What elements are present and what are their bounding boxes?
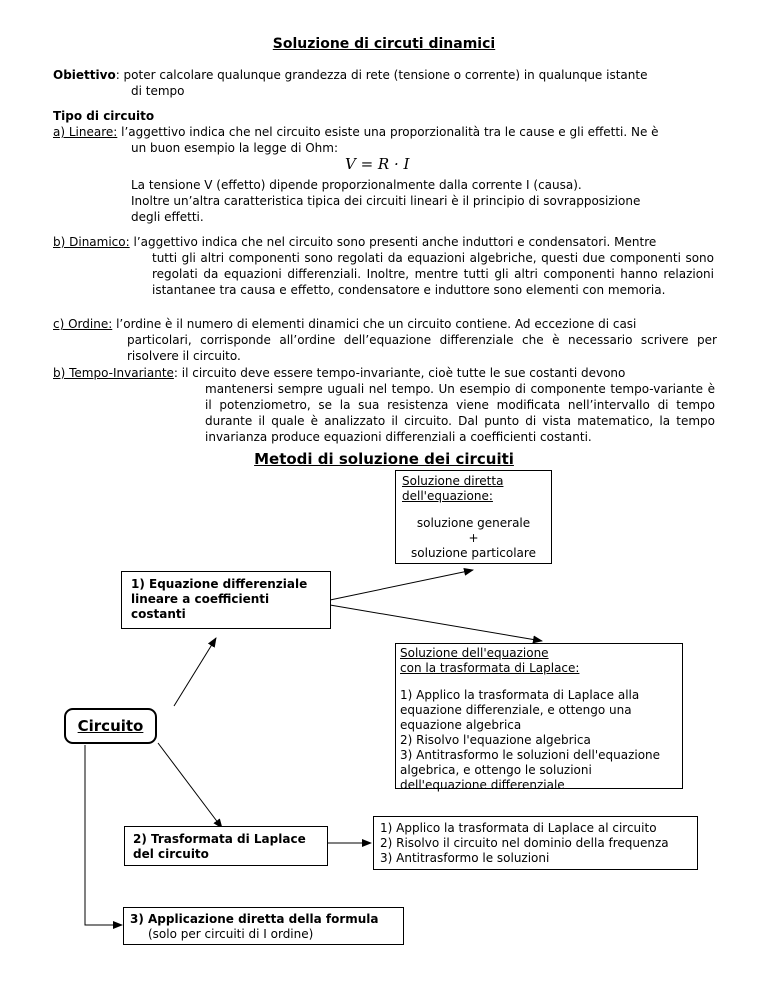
linear-after2: Inoltre un’altra caratteristica tipica dei circuiti lineari è il principio di sovrapposizione <box>131 194 641 208</box>
arrow-circuit-to-method1 <box>174 638 216 706</box>
circuit-type-heading: Tipo di circuito <box>53 109 155 123</box>
laplace-equation-box <box>395 643 683 792</box>
direct-solution-box <box>395 470 552 564</box>
ohm-formula: V = R · I <box>345 155 410 173</box>
time-invariant-rest: mantenersi sempre uguali nel tempo. Un esempio di componente tempo-variante è il potenziometro, se la sua resistenza viene modificata nell’intervallo di tempo durante il quale è analizzato il circuito. Dal punto di vista matematico, la tempo invarianza produce equazioni differenziali a coefficienti costanti. <box>205 382 715 444</box>
method3-box <box>123 907 404 945</box>
direct-solution-heading: Soluzione diretta dell'equazione: <box>402 474 504 503</box>
time-invariant-text: : il circuito deve essere tempo-invariante, cioè tutte le sue costanti devono <box>173 366 626 380</box>
order-rest: particolari, corrisponde all’ordine dell’equazione differenziale che è necessario scrivere per risolvere il circuito. <box>127 333 717 363</box>
method3-title: 3) Applicazione diretta della formula <box>130 912 379 926</box>
objective-text: : poter calcolare qualunque grandezza di rete (tensione o corrente) in qualunque istante <box>115 68 648 82</box>
laplace-equation-steps: 1) Applico la trasformata di Laplace alla equazione differenziale, e ottengo una equazione algebrica 2) Risolvo l'equazione algebrica 3) Antitrasformo le soluzioni dell'equazione algebrica, e ottengo le soluzioni dell'equazione differenziale <box>400 688 661 792</box>
linear-line2: un buon esempio la legge di Ohm: <box>131 141 339 155</box>
time-invariant-label: b) Tempo-Invariante <box>53 366 174 380</box>
method2-box: 2) Trasformata di Laplace del circuito <box>124 826 328 866</box>
method3-note: (solo per circuiti di I ordine) <box>148 927 314 941</box>
dynamic-rest: tutti gli altri componenti sono regolati da equazioni algebriche, questi due componenti sono regolati da equazioni differenziali. Inoltre, mentre tutti gli altri componenti hanno relazioni istantanee tra causa e effetto, condensatore e induttore sono elementi con memoria. <box>152 251 714 297</box>
arrow-to-laplace-eq <box>330 605 542 641</box>
linear-after1: La tensione V (effetto) dipende proporzionalmente dalla corrente I (causa). <box>131 178 582 192</box>
linear-text: l’aggettivo indica che nel circuito esiste una proporzionalità tra le cause e gli effetti. Ne è <box>121 125 659 139</box>
circuit-node: Circuito <box>64 708 157 744</box>
methods-heading: Metodi di soluzione dei circuiti <box>254 450 514 468</box>
linear-label: a) Lineare: <box>53 125 118 139</box>
arrow-circuit-to-method2 <box>158 743 222 828</box>
direct-solution-body: soluzione generale + soluzione particolare <box>411 516 536 560</box>
laplace-equation-heading: Soluzione dell'equazione con la trasformata di Laplace: <box>400 646 580 675</box>
linear-after3: degli effetti. <box>131 210 204 224</box>
objective-line2: di tempo <box>131 84 185 98</box>
method1-box: 1) Equazione differenziale lineare a coefficienti costanti <box>121 571 331 629</box>
dynamic-label: b) Dinamico: <box>53 235 130 249</box>
page-title: Soluzione di circuti dinamici <box>272 36 496 52</box>
arrow-circuit-to-method3 <box>85 745 122 925</box>
laplace-circuit-steps-box: 1) Applico la trasformata di Laplace al circuito 2) Risolvo il circuito nel dominio della frequenza 3) Antitrasformo le soluzioni <box>373 816 698 870</box>
objective-label: Obiettivo <box>53 68 116 82</box>
arrow-to-direct <box>330 570 473 600</box>
dynamic-text: l’aggettivo indica che nel circuito sono presenti anche induttori e condensatori. Mentre <box>133 235 657 249</box>
order-label: c) Ordine: <box>53 317 113 331</box>
order-text: l’ordine è il numero di elementi dinamici che un circuito contiene. Ad eccezione di casi <box>116 317 637 331</box>
